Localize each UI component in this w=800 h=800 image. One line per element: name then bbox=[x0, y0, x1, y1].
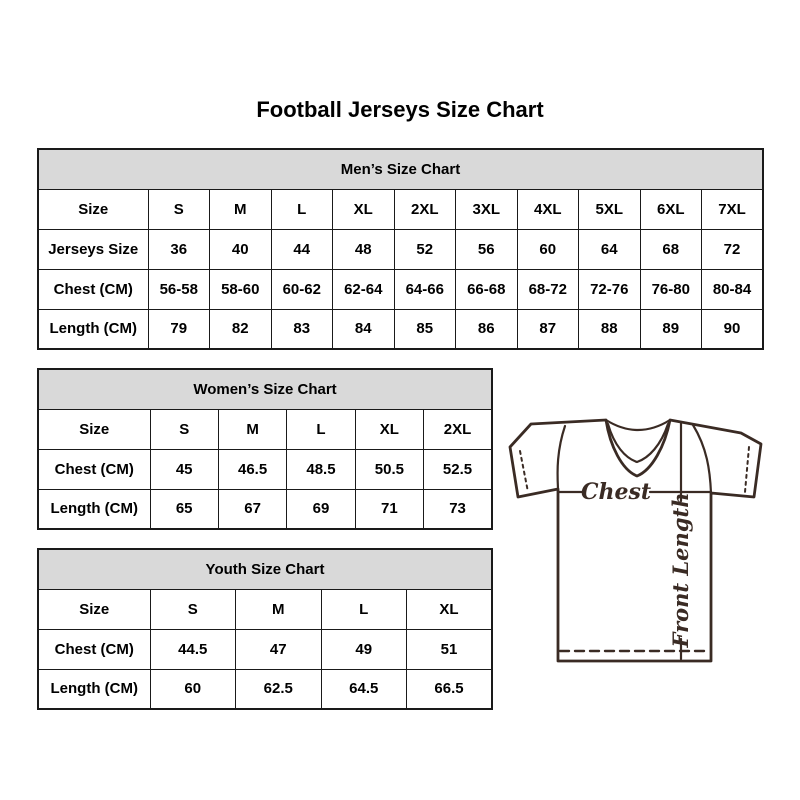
value-cell: 56-58 bbox=[148, 269, 210, 309]
value-cell: 2XL bbox=[394, 189, 456, 229]
row-label-cell: Size bbox=[38, 589, 150, 629]
value-cell: 89 bbox=[640, 309, 702, 349]
table-row bbox=[38, 589, 492, 629]
table-row bbox=[38, 669, 492, 709]
chest-label: Chest bbox=[580, 479, 652, 505]
table-row bbox=[38, 189, 763, 229]
table-row bbox=[38, 269, 763, 309]
value-cell: 83 bbox=[271, 309, 333, 349]
value-cell: XL bbox=[407, 589, 493, 629]
table-row bbox=[38, 229, 763, 269]
value-cell: 49 bbox=[321, 629, 407, 669]
value-cell: 86 bbox=[456, 309, 518, 349]
table-header-row bbox=[38, 549, 492, 589]
value-cell: 66.5 bbox=[407, 669, 493, 709]
jersey-outline bbox=[510, 420, 761, 661]
value-cell: 44.5 bbox=[150, 629, 236, 669]
value-cell: 40 bbox=[210, 229, 272, 269]
value-cell: 82 bbox=[210, 309, 272, 349]
value-cell: 44 bbox=[271, 229, 333, 269]
table-caption-youth: Youth Size Chart bbox=[38, 549, 492, 589]
value-cell: XL bbox=[333, 189, 395, 229]
value-cell: 60 bbox=[517, 229, 579, 269]
value-cell: XL bbox=[355, 409, 423, 449]
value-cell: 73 bbox=[424, 489, 492, 529]
value-cell: 7XL bbox=[702, 189, 764, 229]
value-cell: 69 bbox=[287, 489, 355, 529]
value-cell: 6XL bbox=[640, 189, 702, 229]
womens-size-table bbox=[37, 368, 493, 530]
row-label-cell: Length (CM) bbox=[38, 489, 150, 529]
table-row bbox=[38, 309, 763, 349]
table-row bbox=[38, 489, 492, 529]
table-caption-mens: Men’s Size Chart bbox=[38, 149, 763, 189]
value-cell: 45 bbox=[150, 449, 218, 489]
value-cell: 51 bbox=[407, 629, 493, 669]
value-cell: 71 bbox=[355, 489, 423, 529]
value-cell: 65 bbox=[150, 489, 218, 529]
value-cell: 4XL bbox=[517, 189, 579, 229]
table-row bbox=[38, 409, 492, 449]
value-cell: 62-64 bbox=[333, 269, 395, 309]
table-header-row bbox=[38, 149, 763, 189]
value-cell: 60-62 bbox=[271, 269, 333, 309]
row-label-cell: Jerseys Size bbox=[38, 229, 148, 269]
row-label-cell: Length (CM) bbox=[38, 669, 150, 709]
row-label-cell: Chest (CM) bbox=[38, 449, 150, 489]
value-cell: 85 bbox=[394, 309, 456, 349]
page-title: Football Jerseys Size Chart bbox=[256, 97, 544, 122]
value-cell: S bbox=[148, 189, 210, 229]
value-cell: 48 bbox=[333, 229, 395, 269]
row-label-cell: Chest (CM) bbox=[38, 629, 150, 669]
value-cell: 62.5 bbox=[236, 669, 322, 709]
value-cell: 64 bbox=[579, 229, 641, 269]
value-cell: 47 bbox=[236, 629, 322, 669]
value-cell: 60 bbox=[150, 669, 236, 709]
value-cell: 90 bbox=[702, 309, 764, 349]
value-cell: 67 bbox=[218, 489, 286, 529]
value-cell: 68-72 bbox=[517, 269, 579, 309]
value-cell: 76-80 bbox=[640, 269, 702, 309]
value-cell: M bbox=[236, 589, 322, 629]
row-label-cell: Size bbox=[38, 409, 150, 449]
value-cell: 3XL bbox=[456, 189, 518, 229]
value-cell: 79 bbox=[148, 309, 210, 349]
value-cell: 50.5 bbox=[355, 449, 423, 489]
value-cell: 66-68 bbox=[456, 269, 518, 309]
value-cell: 64.5 bbox=[321, 669, 407, 709]
value-cell: M bbox=[218, 409, 286, 449]
value-cell: 72 bbox=[702, 229, 764, 269]
value-cell: L bbox=[271, 189, 333, 229]
row-label-cell: Size bbox=[38, 189, 148, 229]
table-row bbox=[38, 629, 492, 669]
jersey-measurement-diagram bbox=[503, 400, 775, 682]
table-row bbox=[38, 449, 492, 489]
row-label-cell: Length (CM) bbox=[38, 309, 148, 349]
value-cell: 87 bbox=[517, 309, 579, 349]
value-cell: 52 bbox=[394, 229, 456, 269]
value-cell: 88 bbox=[579, 309, 641, 349]
value-cell: S bbox=[150, 589, 236, 629]
collar-back-line bbox=[606, 420, 670, 430]
value-cell: 48.5 bbox=[287, 449, 355, 489]
front-length-label: Front Length bbox=[668, 492, 693, 648]
row-label-cell: Chest (CM) bbox=[38, 269, 148, 309]
value-cell: 46.5 bbox=[218, 449, 286, 489]
value-cell: 56 bbox=[456, 229, 518, 269]
value-cell: 64-66 bbox=[394, 269, 456, 309]
value-cell: M bbox=[210, 189, 272, 229]
value-cell: 2XL bbox=[424, 409, 492, 449]
mens-size-table bbox=[37, 148, 764, 350]
value-cell: 58-60 bbox=[210, 269, 272, 309]
jersey-diagram-icon bbox=[503, 400, 775, 682]
value-cell: 80-84 bbox=[702, 269, 764, 309]
value-cell: 68 bbox=[640, 229, 702, 269]
value-cell: 5XL bbox=[579, 189, 641, 229]
value-cell: L bbox=[287, 409, 355, 449]
value-cell: 72-76 bbox=[579, 269, 641, 309]
table-header-row bbox=[38, 369, 492, 409]
table-caption-womens: Women’s Size Chart bbox=[38, 369, 492, 409]
value-cell: 84 bbox=[333, 309, 395, 349]
value-cell: 52.5 bbox=[424, 449, 492, 489]
value-cell: S bbox=[150, 409, 218, 449]
youth-size-table bbox=[37, 548, 493, 710]
value-cell: L bbox=[321, 589, 407, 629]
value-cell: 36 bbox=[148, 229, 210, 269]
